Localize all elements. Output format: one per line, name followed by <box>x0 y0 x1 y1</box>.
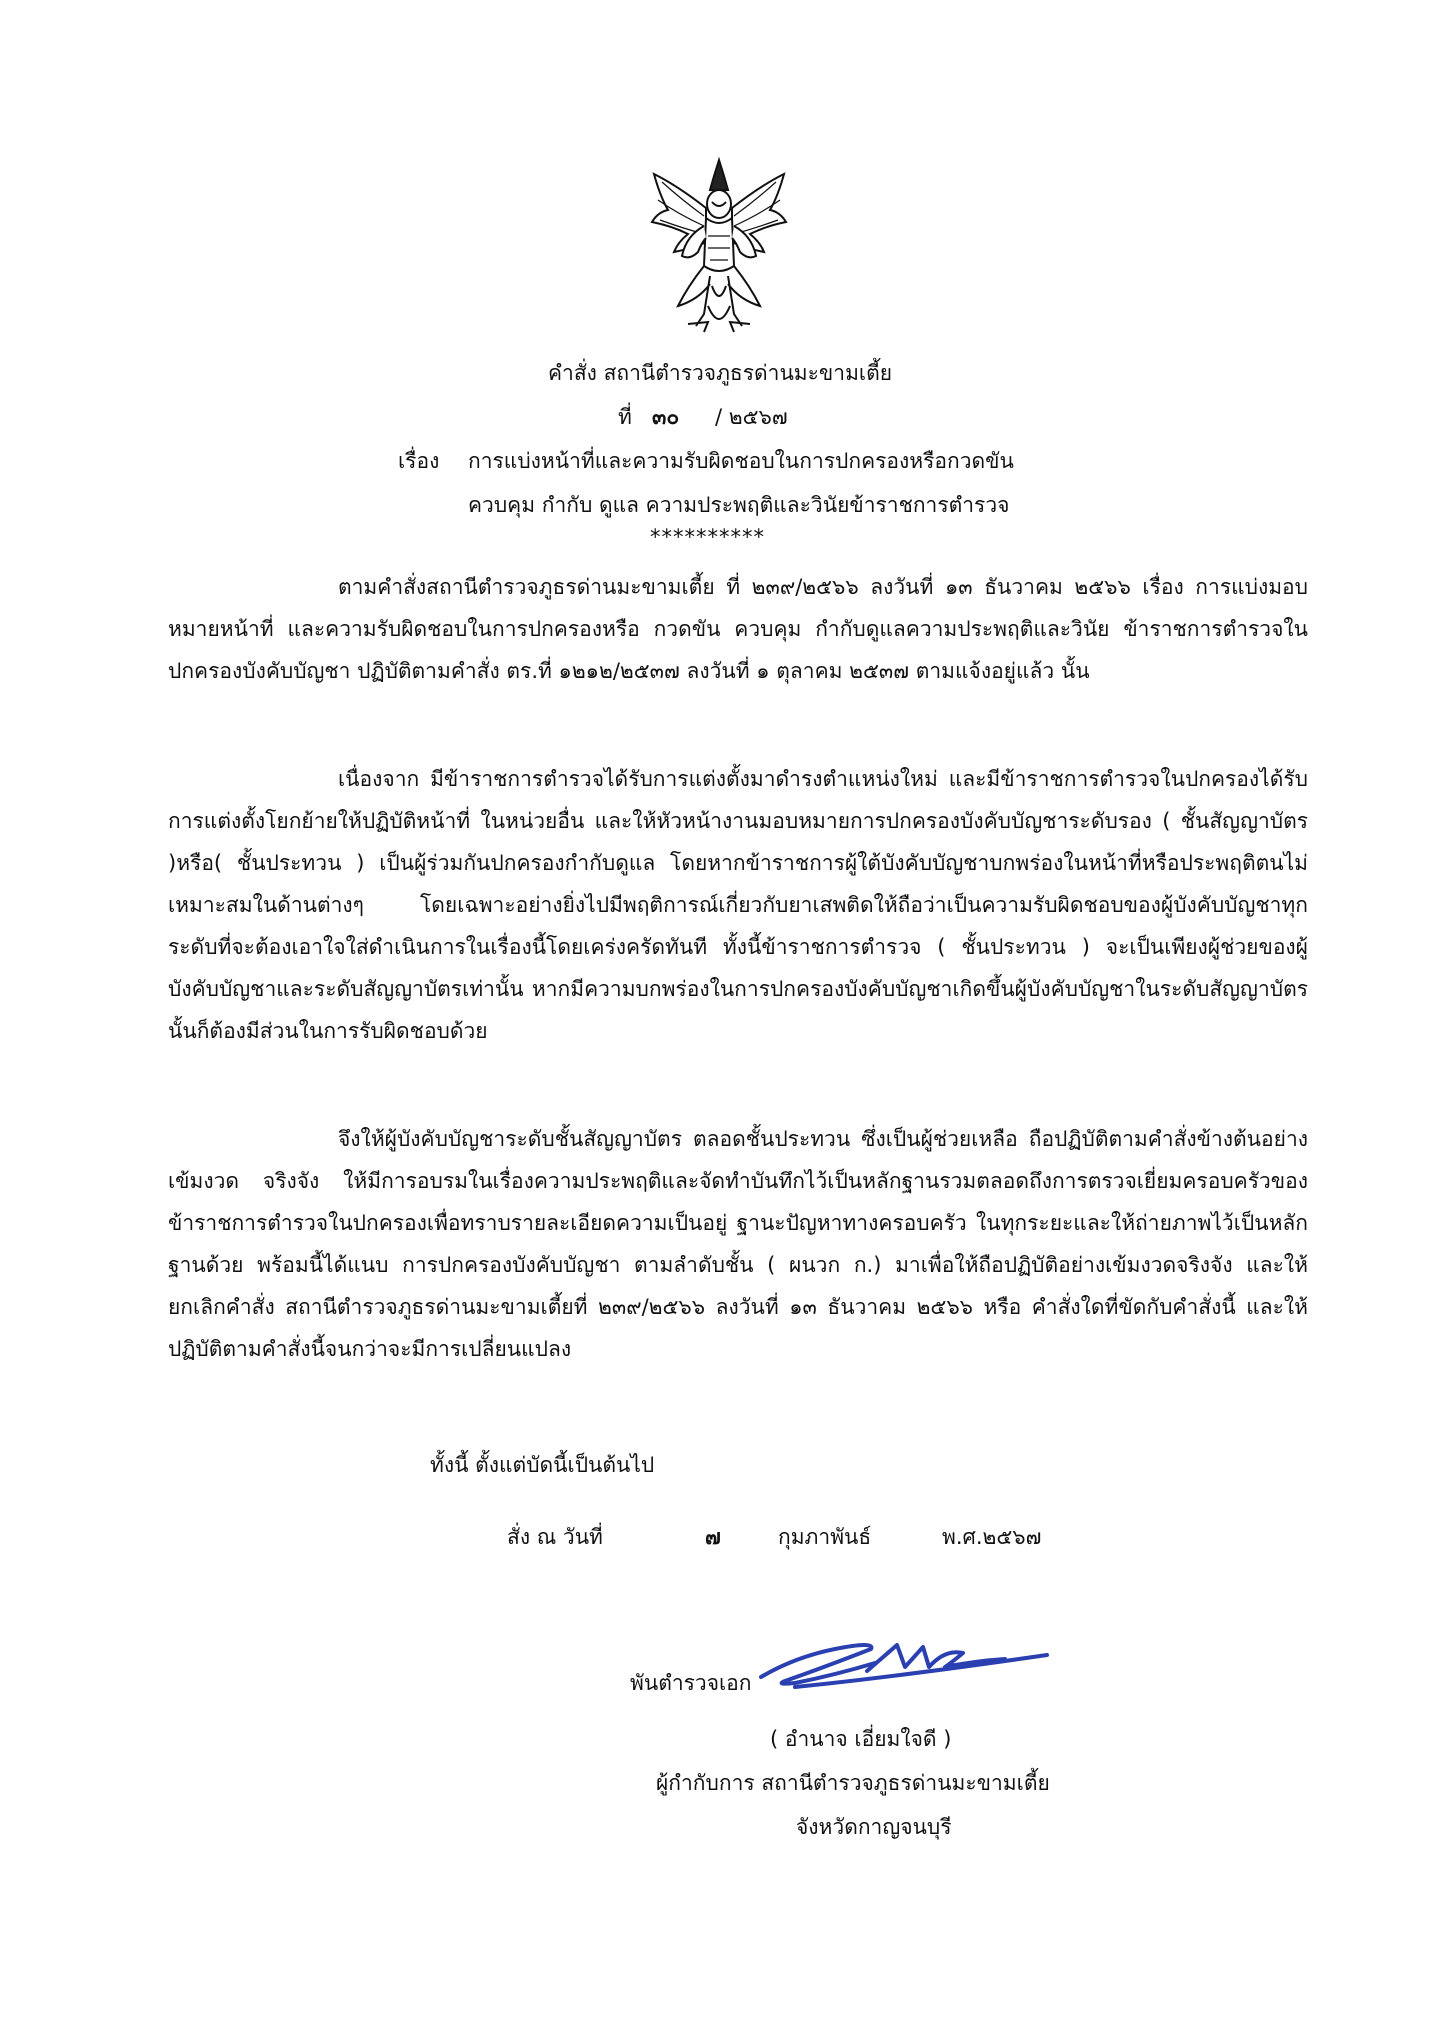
order-number: ๓๐ <box>652 405 680 429</box>
date-prefix: สั่ง ณ วันที่ <box>507 1525 603 1549</box>
signer-position: ผู้กำกับการ สถานีตำรวจภูธรด่านมะขามเตี้ย <box>656 1771 1050 1795</box>
order-year: / ๒๕๖๗ <box>715 405 788 429</box>
handwritten-signature <box>755 1627 1055 1697</box>
date-month: กุมภาพันธ์ <box>778 1525 872 1549</box>
date-year: พ.ศ.๒๕๖๗ <box>942 1525 1042 1549</box>
paragraph-2-text: เนื่องจาก มีข้าราชการตำรวจได้รับการแต่งตั้งมาดำรงตำแหน่งใหม่ และมีข้าราชการตำรวจในปกครองได้รับการแต่งตั้งโยกย้ายให้ปฏิบัติหน้าที่ ในหน่วยอื่น และให้หัวหน้างานมอบหมายการปกครองบังคับบัญชาระดับรอง ( ชั้นสัญญาบัตร )หรือ( ชั้นประทวน ) เป็นผู้ร่วมกันปกครองกำกับดูแล โดยหากข้าราชการผู้ใต้บังคับบัญชาบกพร่องในหน้าที่หรือประพฤติตนไม่เหมาะสมในด้านต่างๆ โดยเฉพาะอย่างยิ่งไปมีพฤติการณ์เกี่ยวกับยาเสพติดให้ถือว่าเป็นความรับผิดชอบของผู้บังคับบัญชาทุกระดับที่จะต้องเอาใจใส่ดำเนินการในเรื่องนี้โดยเคร่งครัดทันที ทั้งนี้ข้าราชการตำรวจ ( ชั้นประทวน ) จะเป็นเพียงผู้ช่วยของผู้บังคับบัญชาและระดับสัญญาบัตรเท่านั้น หากมีความบกพร่องในการปกครองบังคับบัญชาเกิดขึ้นผู้บังคับบัญชาในระดับสัญญาบัตรนั้นก็ต้องมีส่วนในการรับผิดชอบด้วย <box>168 767 1308 1043</box>
paragraph-1 <box>168 566 1308 692</box>
separator: ********** <box>650 525 765 549</box>
signer-rank: พันตำรวจเอก <box>630 1671 752 1695</box>
subject-label: เรื่อง <box>398 449 440 473</box>
garuda-emblem-icon <box>648 156 790 334</box>
paragraph-1-text: ตามคำสั่งสถานีตำรวจภูธรด่านมะขามเตี้ย ที่ ๒๓๙/๒๕๖๖ ลงวันที่ ๑๓ ธันวาคม ๒๕๖๖ เรื่อง การแบ่งมอบหมายหน้าที่ และความรับผิดชอบในการปกครองหรือ กวดขัน ควบคุม กำกับดูแลความประพฤติและวินัย ข้าราชการตำรวจในปกครองบังคับบัญชา ปฏิบัติตามคำสั่ง ตร.ที่ ๑๒๑๒/๒๕๓๗ ลงวันที่ ๑ ตุลาคม ๒๕๓๗ ตามแจ้งอยู่แล้ว นั้น <box>168 575 1308 683</box>
date-day: ๗ <box>705 1525 721 1549</box>
paragraph-2 <box>168 758 1308 1052</box>
subject-line-1: การแบ่งหน้าที่และความรับผิดชอบในการปกครองหรือกวดขัน <box>468 449 1014 473</box>
subject-line-2: ควบคุม กำกับ ดูแล ความประพฤติและวินัยข้าราชการตำรวจ <box>468 493 1010 517</box>
paragraph-3 <box>168 1118 1308 1370</box>
order-title: คำสั่ง สถานีตำรวจภูธรด่านมะขามเตี้ย <box>548 361 893 385</box>
paragraph-3-text: จึงให้ผู้บังคับบัญชาระดับชั้นสัญญาบัตร ตลอดชั้นประทวน ซึ่งเป็นผู้ช่วยเหลือ ถือปฏิบัติตามคำสั่งข้างต้นอย่างเข้มงวด จริงจัง ให้มีการอบรมในเรื่องความประพฤติและจัดทำบันทึกไว้เป็นหลักฐานรวมตลอดถึงการตรวจเยี่ยมครอบครัวของข้าราชการตำรวจในปกครองเพื่อทราบรายละเอียดความเป็นอยู่ ฐานะปัญหาทางครอบครัว ในทุกระยะและให้ถ่ายภาพไว้เป็นหลักฐานด้วย พร้อมนี้ได้แนบ การปกครองบังคับบัญชา ตามลำดับชั้น ( ผนวก ก.) มาเพื่อให้ถือปฏิบัติอย่างเข้มงวดจริงจัง และให้ยกเลิกคำสั่ง สถานีตำรวจภูธรด่านมะขามเตี้ยที่ ๒๓๙/๒๕๖๖ ลงวันที่ ๑๓ ธันวาคม ๒๕๖๖ หรือ คำสั่งใดที่ขัดกับคำสั่งนี้ และให้ปฏิบัติตามคำสั่งนี้จนกว่าจะมีการเปลี่ยนแปลง <box>168 1127 1308 1361</box>
effective-clause: ทั้งนี้ ตั้งแต่บัดนี้เป็นต้นไป <box>430 1453 655 1477</box>
order-number-prefix: ที่ <box>618 405 632 429</box>
signer-name: ( อำนาจ เอี่ยมใจดี ) <box>770 1727 952 1751</box>
signer-province: จังหวัดกาญจนบุรี <box>796 1815 952 1839</box>
